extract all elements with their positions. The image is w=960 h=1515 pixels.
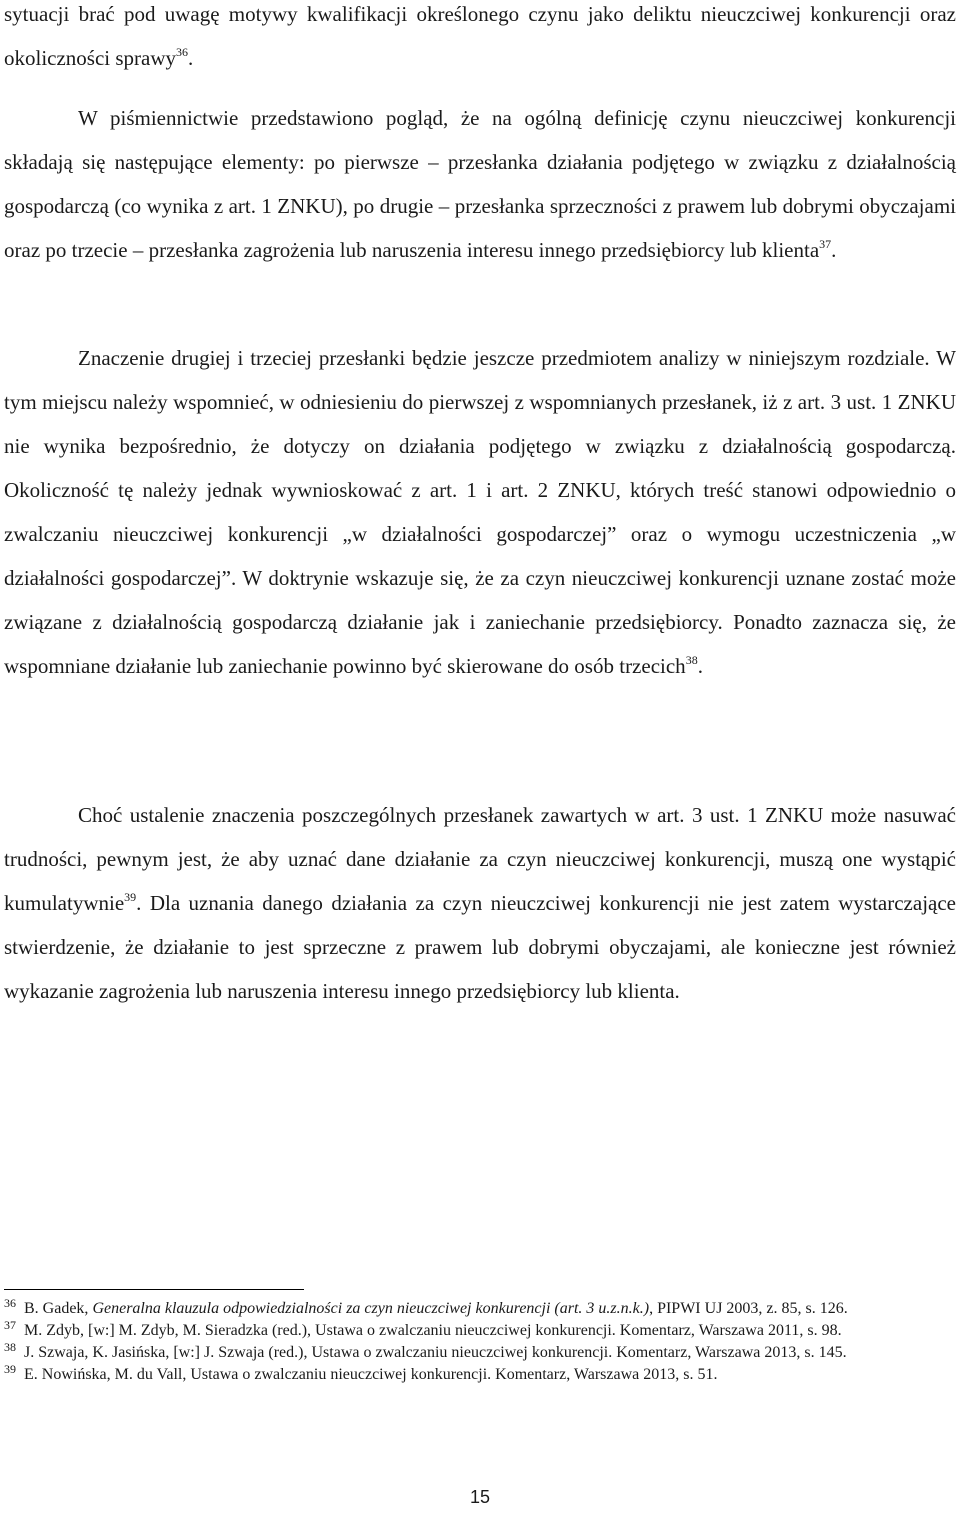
footnote-author: M. Zdyb, [w:] M. Zdyb, M. Sieradzka (red.), <box>24 1322 316 1339</box>
footnote-ref[interactable]: 37 <box>819 237 832 251</box>
paragraph-text: Choć ustalenie znaczenia poszczególnych przesłanek zawartych w art. 3 ust. 1 ZNKU może nasuwać trudności, pewnym jest, że aby uznać dane działanie za czyn nieuczciwej konkurencji, muszą one wystąpić kumulatywnie <box>4 803 956 915</box>
paragraph <box>4 793 956 1013</box>
paragraph-text: . Dla uznania danego działania za czyn nieuczciwej konkurencji nie jest zatem wystarczające stwierdzenie, że działanie to jest sprzeczne z prawem lub dobrymi obyczajami, ale konieczne jest również wykazanie zagrożenia lub naruszenia interesu innego przedsiębiorcy lub klienta. <box>4 891 956 1003</box>
footnote-number: 37 <box>4 1318 16 1332</box>
footnote-ref[interactable]: 38 <box>685 653 698 667</box>
paragraph-text: . <box>697 654 703 678</box>
footnote-title: Ustawa o zwalczaniu nieuczciwej konkurencji. Komentarz <box>190 1366 567 1383</box>
footnote-title: Ustawa o zwalczaniu nieuczciwej konkurencji. Komentarz <box>311 1344 688 1361</box>
paragraph-text: sytuacji brać pod uwagę motywy kwalifikacji określonego czynu jako deliktu nieuczciwej konkurencji oraz okoliczności sprawy <box>4 2 956 70</box>
footnote-separator <box>4 1289 304 1290</box>
paragraph-text: . <box>831 238 837 262</box>
page-number: 15 <box>469 1487 491 1507</box>
footnotes <box>4 1298 956 1386</box>
paragraph-text: W piśmiennictwie przedstawiono pogląd, że na ogólną definicję czynu nieuczciwej konkurencji składają się następujące elementy: po pierwsze – przesłanka działania podjętego w związku z działalnością gospodarczą (co wynika z art. 1 ZNKU), po drugie – przesłanka sprzeczności z prawem lub dobrymi obyczajami oraz po trzecie – przesłanka zagrożenia lub naruszenia interesu innego przedsiębiorcy lub klienta <box>4 106 956 262</box>
footnote-title: Ustawa o zwalczaniu nieuczciwej konkurencji. Komentarz <box>315 1322 691 1339</box>
footnote <box>4 1298 956 1320</box>
footnote-author: E. Nowińska, M. du Vall, <box>24 1366 191 1383</box>
footnote-author: B. Gadek, <box>24 1300 93 1317</box>
footnote-source: , Warszawa 2013, s. 51. <box>566 1366 718 1383</box>
footnote-ref[interactable]: 36 <box>176 45 189 59</box>
footnote-source: , PIPWI UJ 2003, z. 85, s. 126. <box>649 1300 848 1317</box>
footnote <box>4 1320 956 1342</box>
paragraph-text: Znaczenie drugiej i trzeciej przesłanki będzie jeszcze przedmiotem analizy w niniejszym rozdziale. W tym miejscu należy wspomnieć, w odniesieniu do pierwszej z wspomnianych przesłanek, iż z art. 3 ust. 1 ZNKU nie wynika bezpośrednio, że dotyczy on działania podjętego w związku z działalnością gospodarczą. Okoliczność tę należy jednak wywnioskować z art. 1 i art. 2 ZNKU, których treść stanowi odpowiednio o zwalczaniu nieuczciwej konkurencji „w działalności gospodarczej” oraz o wymogu uczestniczenia „w działalności gospodarczej”. W doktrynie wskazuje się, że za czyn nieuczciwej konkurencji uznane zostać może związane z działalnością gospodarczą działanie jak i zaniechanie przedsiębiorcy. Ponadto zaznacza się, że wspomniane działanie lub zaniechanie powinno być skierowane do osób trzecich <box>4 346 956 678</box>
paragraph <box>4 336 956 688</box>
footnote-source: , Warszawa 2013, s. 145. <box>687 1344 847 1361</box>
footnote <box>4 1364 956 1386</box>
footnote-number: 39 <box>4 1362 16 1376</box>
paragraph-continuation <box>4 0 956 80</box>
footnote-number: 36 <box>4 1296 16 1310</box>
paragraph-text: . <box>188 46 194 70</box>
footnote-title: Generalna klauzula odpowiedzialności za czyn nieuczciwej konkurencji (art. 3 u.z.n.k.) <box>92 1300 650 1317</box>
footnote-source: , Warszawa 2011, s. 98. <box>690 1322 842 1339</box>
footnote-ref[interactable]: 39 <box>124 890 137 904</box>
footnote <box>4 1342 956 1364</box>
footnote-number: 38 <box>4 1340 16 1354</box>
footnote-author: J. Szwaja, K. Jasińska, [w:] J. Szwaja (red.), <box>24 1344 312 1361</box>
paragraph <box>4 96 956 272</box>
